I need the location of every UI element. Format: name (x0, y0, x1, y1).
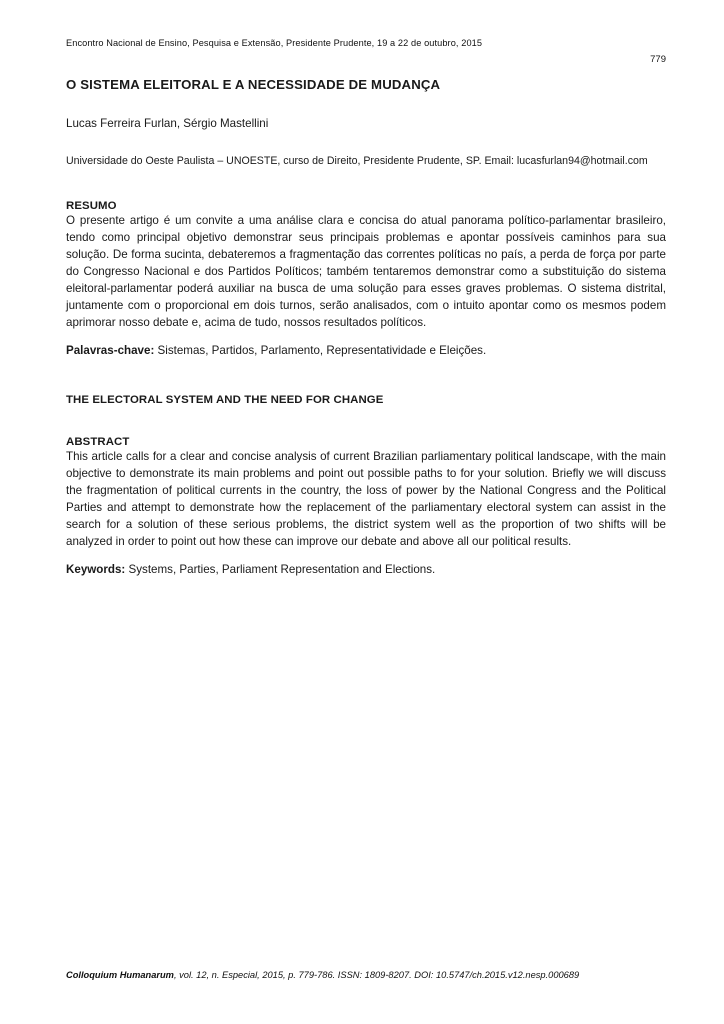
journal-name: Colloquium Humanarum (66, 969, 174, 980)
palavras-chave-label: Palavras-chave: (66, 344, 155, 358)
keywords-text: Systems, Parties, Parliament Representation and Elections. (125, 563, 436, 577)
keywords (66, 562, 666, 579)
authors-line: Lucas Ferreira Furlan, Sérgio Mastellini (66, 117, 269, 131)
abstract-heading: ABSTRACT (66, 436, 130, 449)
resumo-text: O presente artigo é um convite a uma análise clara e concisa do atual panorama político-parlamentar brasileiro, tendo como principal objetivo demonstrar seus principais problemas e apontar possíveis caminhos para sua solução. De forma sucinta, debateremos a fragmentação das correntes políticas no país, a perda de força por parte do Congresso Nacional e dos Partidos Políticos; também tentaremos demonstrar como a substituição do sistema eleitoral-parlamentar poderá auxiliar na busca de uma solução para esses graves problemas. O sistema distrital, juntamente com o proporcional em dois turnos, serão analisados, com o intuito apontar como os mesmos podem aprimorar nosso debate e, acima de tudo, nossos resultados políticos. (66, 214, 666, 329)
page-footer (66, 969, 666, 981)
resumo-heading: RESUMO (66, 200, 117, 213)
page-number: 779 (650, 54, 666, 65)
page-content (66, 38, 666, 591)
affiliation-line: Universidade do Oeste Paulista – UNOESTE, curso de Direito, Presidente Prudente, SP. Email: lucasfurlan94@hotmail.com (66, 154, 648, 167)
page-title: O SISTEMA ELEITORAL E A NECESSIDADE DE MUDANÇA (66, 76, 441, 92)
journal-citation: , vol. 12, n. Especial, 2015, p. 779-786. ISSN: 1809-8207. DOI: 10.5747/ch.2015.v12.nesp.000689 (173, 969, 580, 980)
palavras-chave-text: Sistemas, Partidos, Parlamento, Representatividade e Eleições. (154, 344, 487, 358)
palavras-chave (66, 343, 666, 360)
abstract-text: This article calls for a clear and concise analysis of current Brazilian parliamentary political landscape, with the main objective to demonstrate its main problems and point out possible paths to for your solution. Briefly we will discuss the fragmentation of political currents in the country, the loss of power by the National Congress and the Political Parties and attempt to demonstrate how the replacement of the parliamentary electoral system can assist in the search for a solution of these serious problems, the district system well as the proportion of two shifts will be analyzed in order to point out how these can improve our debate and above all our political results. (66, 450, 666, 548)
running-head: Encontro Nacional de Ensino, Pesquisa e Extensão, Presidente Prudente, 19 a 22 de outubro, 2015 (66, 38, 483, 48)
keywords-label: Keywords: (66, 563, 126, 577)
title-english: THE ELECTORAL SYSTEM AND THE NEED FOR CHANGE (66, 394, 384, 407)
